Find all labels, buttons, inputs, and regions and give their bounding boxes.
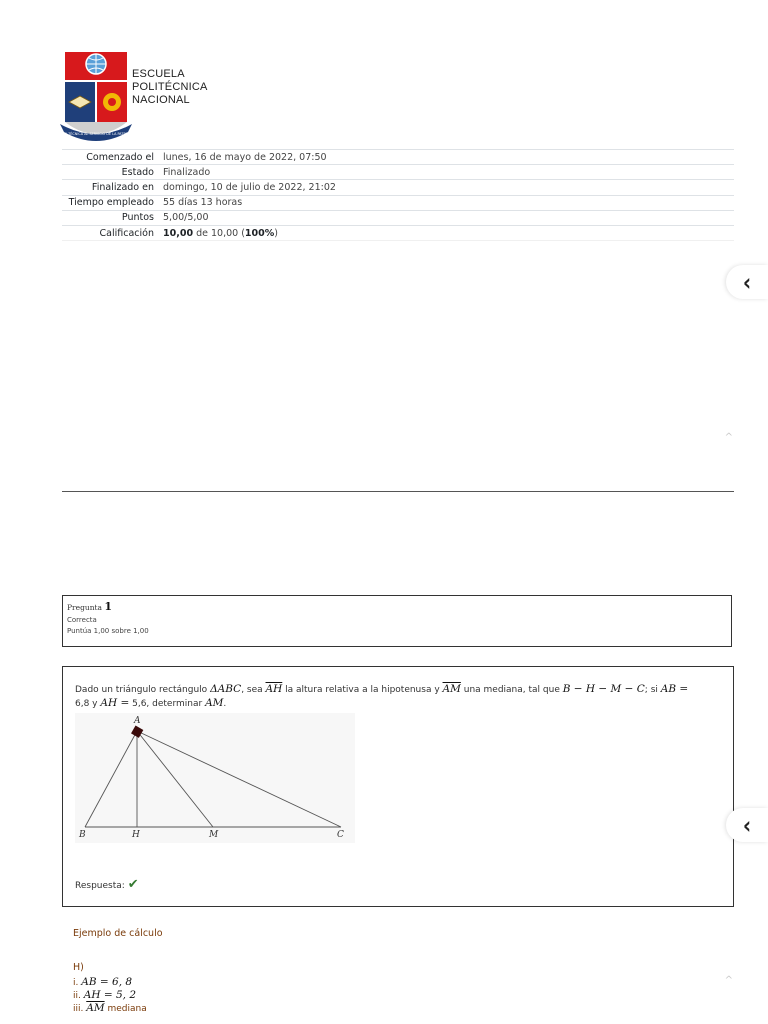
open-drawer-button-2[interactable] [726, 808, 768, 842]
summary-label: Tiempo empleado [68, 197, 154, 209]
section-divider [62, 491, 734, 492]
question-info-box [62, 595, 732, 647]
summary-row [62, 210, 734, 225]
summary-label: Puntos [121, 212, 154, 224]
list-item-math: $\overline{AM}$ [86, 1002, 105, 1014]
summary-row [62, 180, 734, 195]
point-label-h: H [132, 830, 140, 840]
summary-label: Comenzado el [86, 151, 154, 163]
scroll-to-top-button[interactable]: ^ [724, 432, 733, 443]
figure-background [75, 713, 355, 843]
school-name-line: ESCUELA [132, 68, 185, 80]
summary-value: 55 días 13 horas [163, 197, 243, 209]
summary-label: Finalizado en [91, 181, 154, 193]
list-item-math: AB = 6, 8 [81, 976, 133, 988]
math-am: AM [205, 697, 224, 709]
list-item-text: mediana [104, 1004, 147, 1014]
point-label-a: A [134, 716, 141, 726]
point-label-m: M [209, 830, 219, 840]
question-text-part: , sea [241, 685, 266, 695]
feedback-section-label: H) [73, 962, 84, 973]
scroll-to-top-button-2[interactable]: ^ [724, 975, 733, 986]
question-text [75, 683, 725, 711]
attempt-summary-table [62, 149, 734, 241]
grade-mid: de 10,00 ( [196, 227, 245, 239]
chevron-left-icon: ‹ [742, 267, 752, 297]
summary-row-grade [62, 225, 734, 240]
summary-value: domingo, 10 de julio de 2022, 21:02 [163, 181, 336, 193]
school-name-line: POLITÉCNICA [132, 81, 208, 93]
list-item [73, 976, 163, 989]
summary-value: Finalizado [163, 166, 211, 178]
question-text-part: ; si [644, 685, 661, 695]
point-label-b: B [79, 830, 86, 840]
list-item-number: iii. [73, 1004, 84, 1014]
summary-row [62, 195, 734, 210]
svg-text:LA TÉCNICA AL SERVICIO DE LA P: LA TÉCNICA AL SERVICIO DE LA PATRIA [62, 132, 130, 136]
question-text-part: una mediana, tal que [460, 685, 563, 695]
math-ab: AB = [660, 683, 689, 695]
chevron-left-icon: ‹ [742, 810, 752, 840]
math-order: B − H − M − C [562, 683, 645, 695]
list-item-math: AH = 5, 2 [83, 989, 136, 1001]
question-text-part: 5,6, determinar [129, 699, 206, 709]
list-item-number: i. [73, 978, 79, 988]
question-text-part: 6,8 y [75, 699, 101, 709]
feedback-list [73, 976, 163, 1015]
feedback-section [73, 928, 163, 1015]
school-name [132, 68, 208, 107]
check-icon: ✔ [127, 877, 139, 892]
point-label-c: C [337, 830, 344, 840]
grade-value: 10,00 [163, 227, 194, 239]
question-state: Correcta [67, 616, 97, 624]
grade-percent: 100% [244, 227, 275, 239]
list-item [73, 1002, 163, 1015]
math-triangle: ΔABC [210, 683, 242, 695]
answer-row [75, 877, 139, 892]
list-item-number: ii. [73, 991, 81, 1001]
list-item [73, 989, 163, 1002]
grade-end: ) [274, 227, 278, 239]
math-segment-ah: $\overline{AH}$ [265, 683, 283, 695]
grade-label: Calificación [99, 227, 154, 239]
question-content-box [62, 666, 734, 907]
answer-label: Respuesta: [75, 881, 125, 891]
summary-value: lunes, 16 de mayo de 2022, 07:50 [163, 151, 327, 163]
question-text-part: . [223, 699, 227, 709]
question-label: Pregunta [67, 603, 103, 612]
feedback-title: Ejemplo de cálculo [73, 928, 163, 939]
question-grade: Puntúa 1,00 sobre 1,00 [67, 627, 149, 635]
question-number [67, 600, 727, 613]
school-name-line: NACIONAL [132, 94, 190, 106]
summary-row [62, 165, 734, 180]
question-text-part: la altura relativa a la hipotenusa y [282, 685, 443, 695]
open-drawer-button[interactable] [726, 265, 768, 299]
summary-label: Estado [121, 166, 154, 178]
summary-value: 5,00/5,00 [163, 212, 209, 224]
grade-value-cell [159, 225, 734, 240]
math-ah: AH = [100, 697, 130, 709]
summary-row [62, 150, 734, 165]
triangle-figure [75, 713, 355, 843]
question-text-part: Dado un triángulo rectángulo [75, 685, 211, 695]
math-segment-am: $\overline{AM}$ [442, 683, 461, 695]
question-number-value: 1 [104, 600, 113, 613]
